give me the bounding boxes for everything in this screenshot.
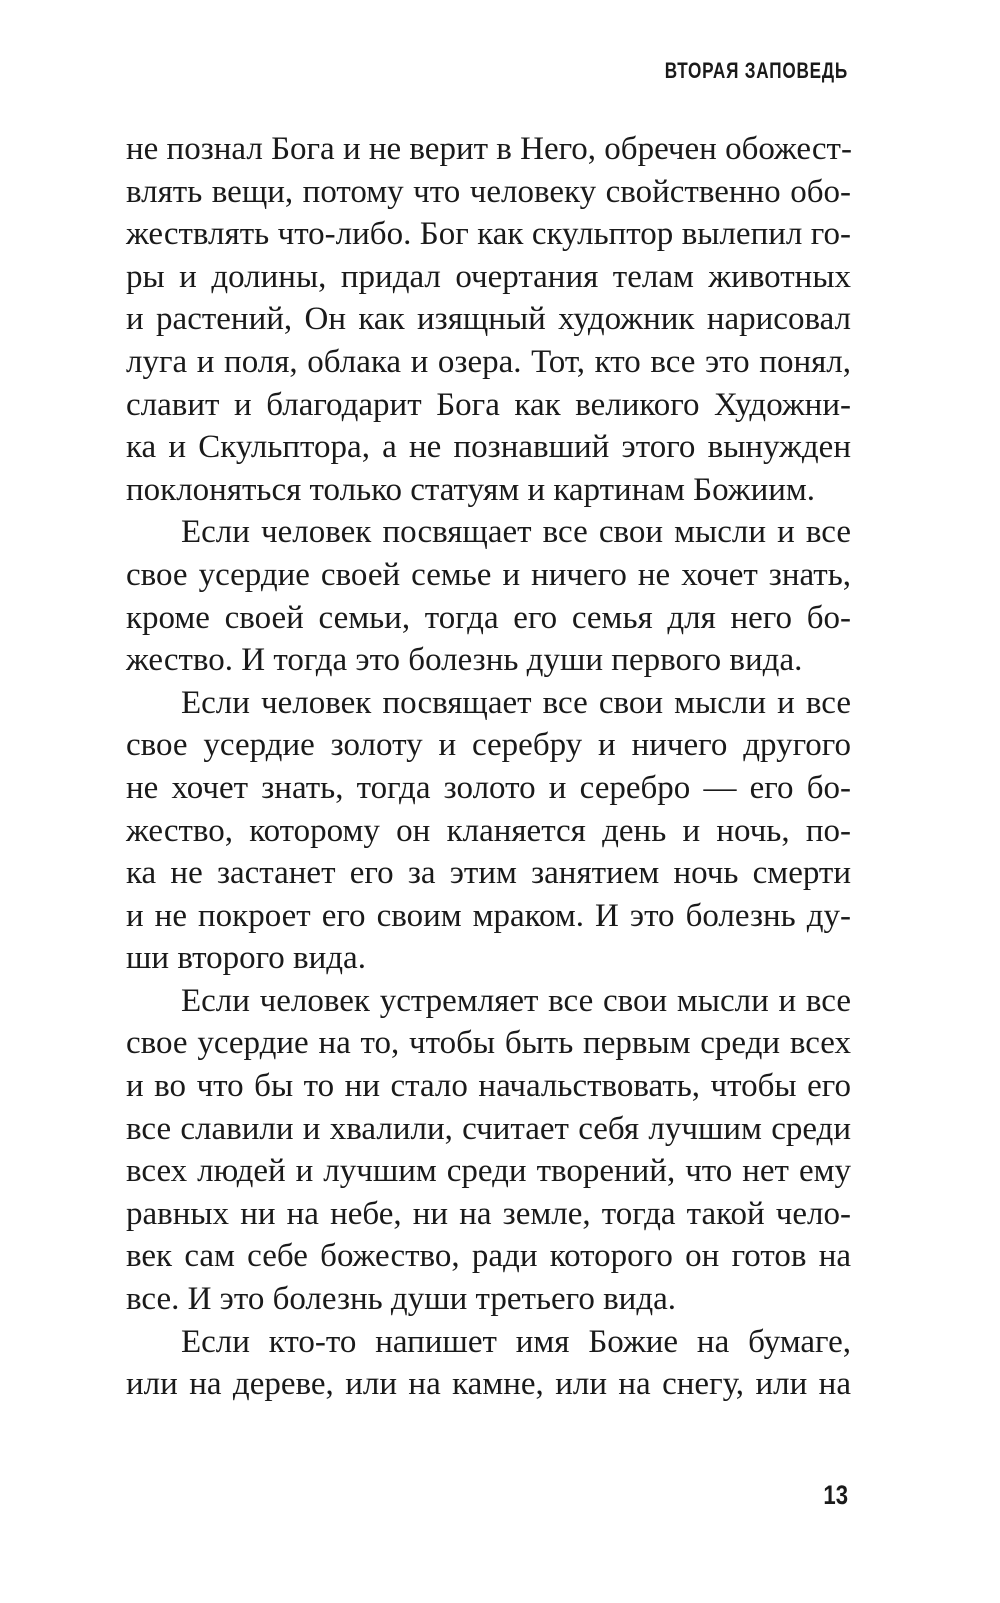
text-line: луга и поля, облака и озера. Тот, кто все это понял, (126, 343, 851, 380)
text-line: век сам себе божество, ради которого он готов на (126, 1238, 851, 1275)
text-line: и не покроет его своим мраком. И это болезнь ду- (126, 897, 851, 934)
text-line: влять вещи, потому что человеку свойственно обо- (126, 173, 851, 210)
text-line: жество, которому он кланяется день и ночь, по- (126, 812, 851, 849)
text-line: равных ни на небе, ни на земле, тогда такой чело- (126, 1195, 851, 1232)
text-line: Если человек устремляет все свои мысли и все (181, 982, 851, 1019)
text-line: свое усердие своей семье и ничего не хочет знать, (126, 556, 851, 593)
text-line: Если человек посвящает все свои мысли и все (181, 514, 851, 551)
text-line: жество. И тогда это болезнь души первого вида. (126, 642, 803, 679)
text-line: или на дереве, или на камне, или на снегу, или на (126, 1366, 851, 1403)
text-line: ка и Скульптора, а не познавший этого вынужден (126, 429, 851, 466)
text-line: не хочет знать, тогда золото и серебро — его бо- (126, 769, 851, 806)
text-line: не познал Бога и не верит в Него, обречен обожест- (126, 131, 852, 167)
text-line: ка не застанет его за этим занятием ночь смерти (126, 855, 851, 892)
text-line: поклоняться только статуям и картинам Божиим. (126, 471, 816, 508)
text-line: Если человек посвящает все свои мысли и все (181, 684, 851, 721)
body-text (126, 128, 851, 1406)
text-line: все славили и хвалили, считает себя лучшим среди (126, 1110, 851, 1147)
text-line: ши второго вида. (126, 940, 366, 977)
running-head: ВТОРАЯ ЗАПОВЕДЬ (664, 58, 848, 83)
text-line: Если кто-то напишет имя Божие на бумаге, (181, 1323, 851, 1360)
text-line: свое усердие золоту и серебру и ничего другого (126, 727, 851, 764)
text-line: ры и долины, придал очертания телам животных (126, 258, 851, 295)
text-line: свое усердие на то, чтобы быть первым среди всех (126, 1025, 851, 1062)
text-line: и растений, Он как изящный художник нарисовал (126, 301, 851, 338)
text-line: кроме своей семьи, тогда его семья для него бо- (126, 599, 851, 636)
text-line: все. И это болезнь души третьего вида. (126, 1281, 677, 1318)
text-line: и во что бы то ни стало начальствовать, чтобы его (126, 1068, 851, 1105)
text-line: всех людей и лучшим среди творений, что нет ему (126, 1153, 851, 1190)
text-line: жествлять что-либо. Бог как скульптор вылепил го- (126, 216, 851, 253)
page-number: 13 (823, 1480, 848, 1510)
text-line: славит и благодарит Бога как великого Художни- (126, 386, 851, 423)
